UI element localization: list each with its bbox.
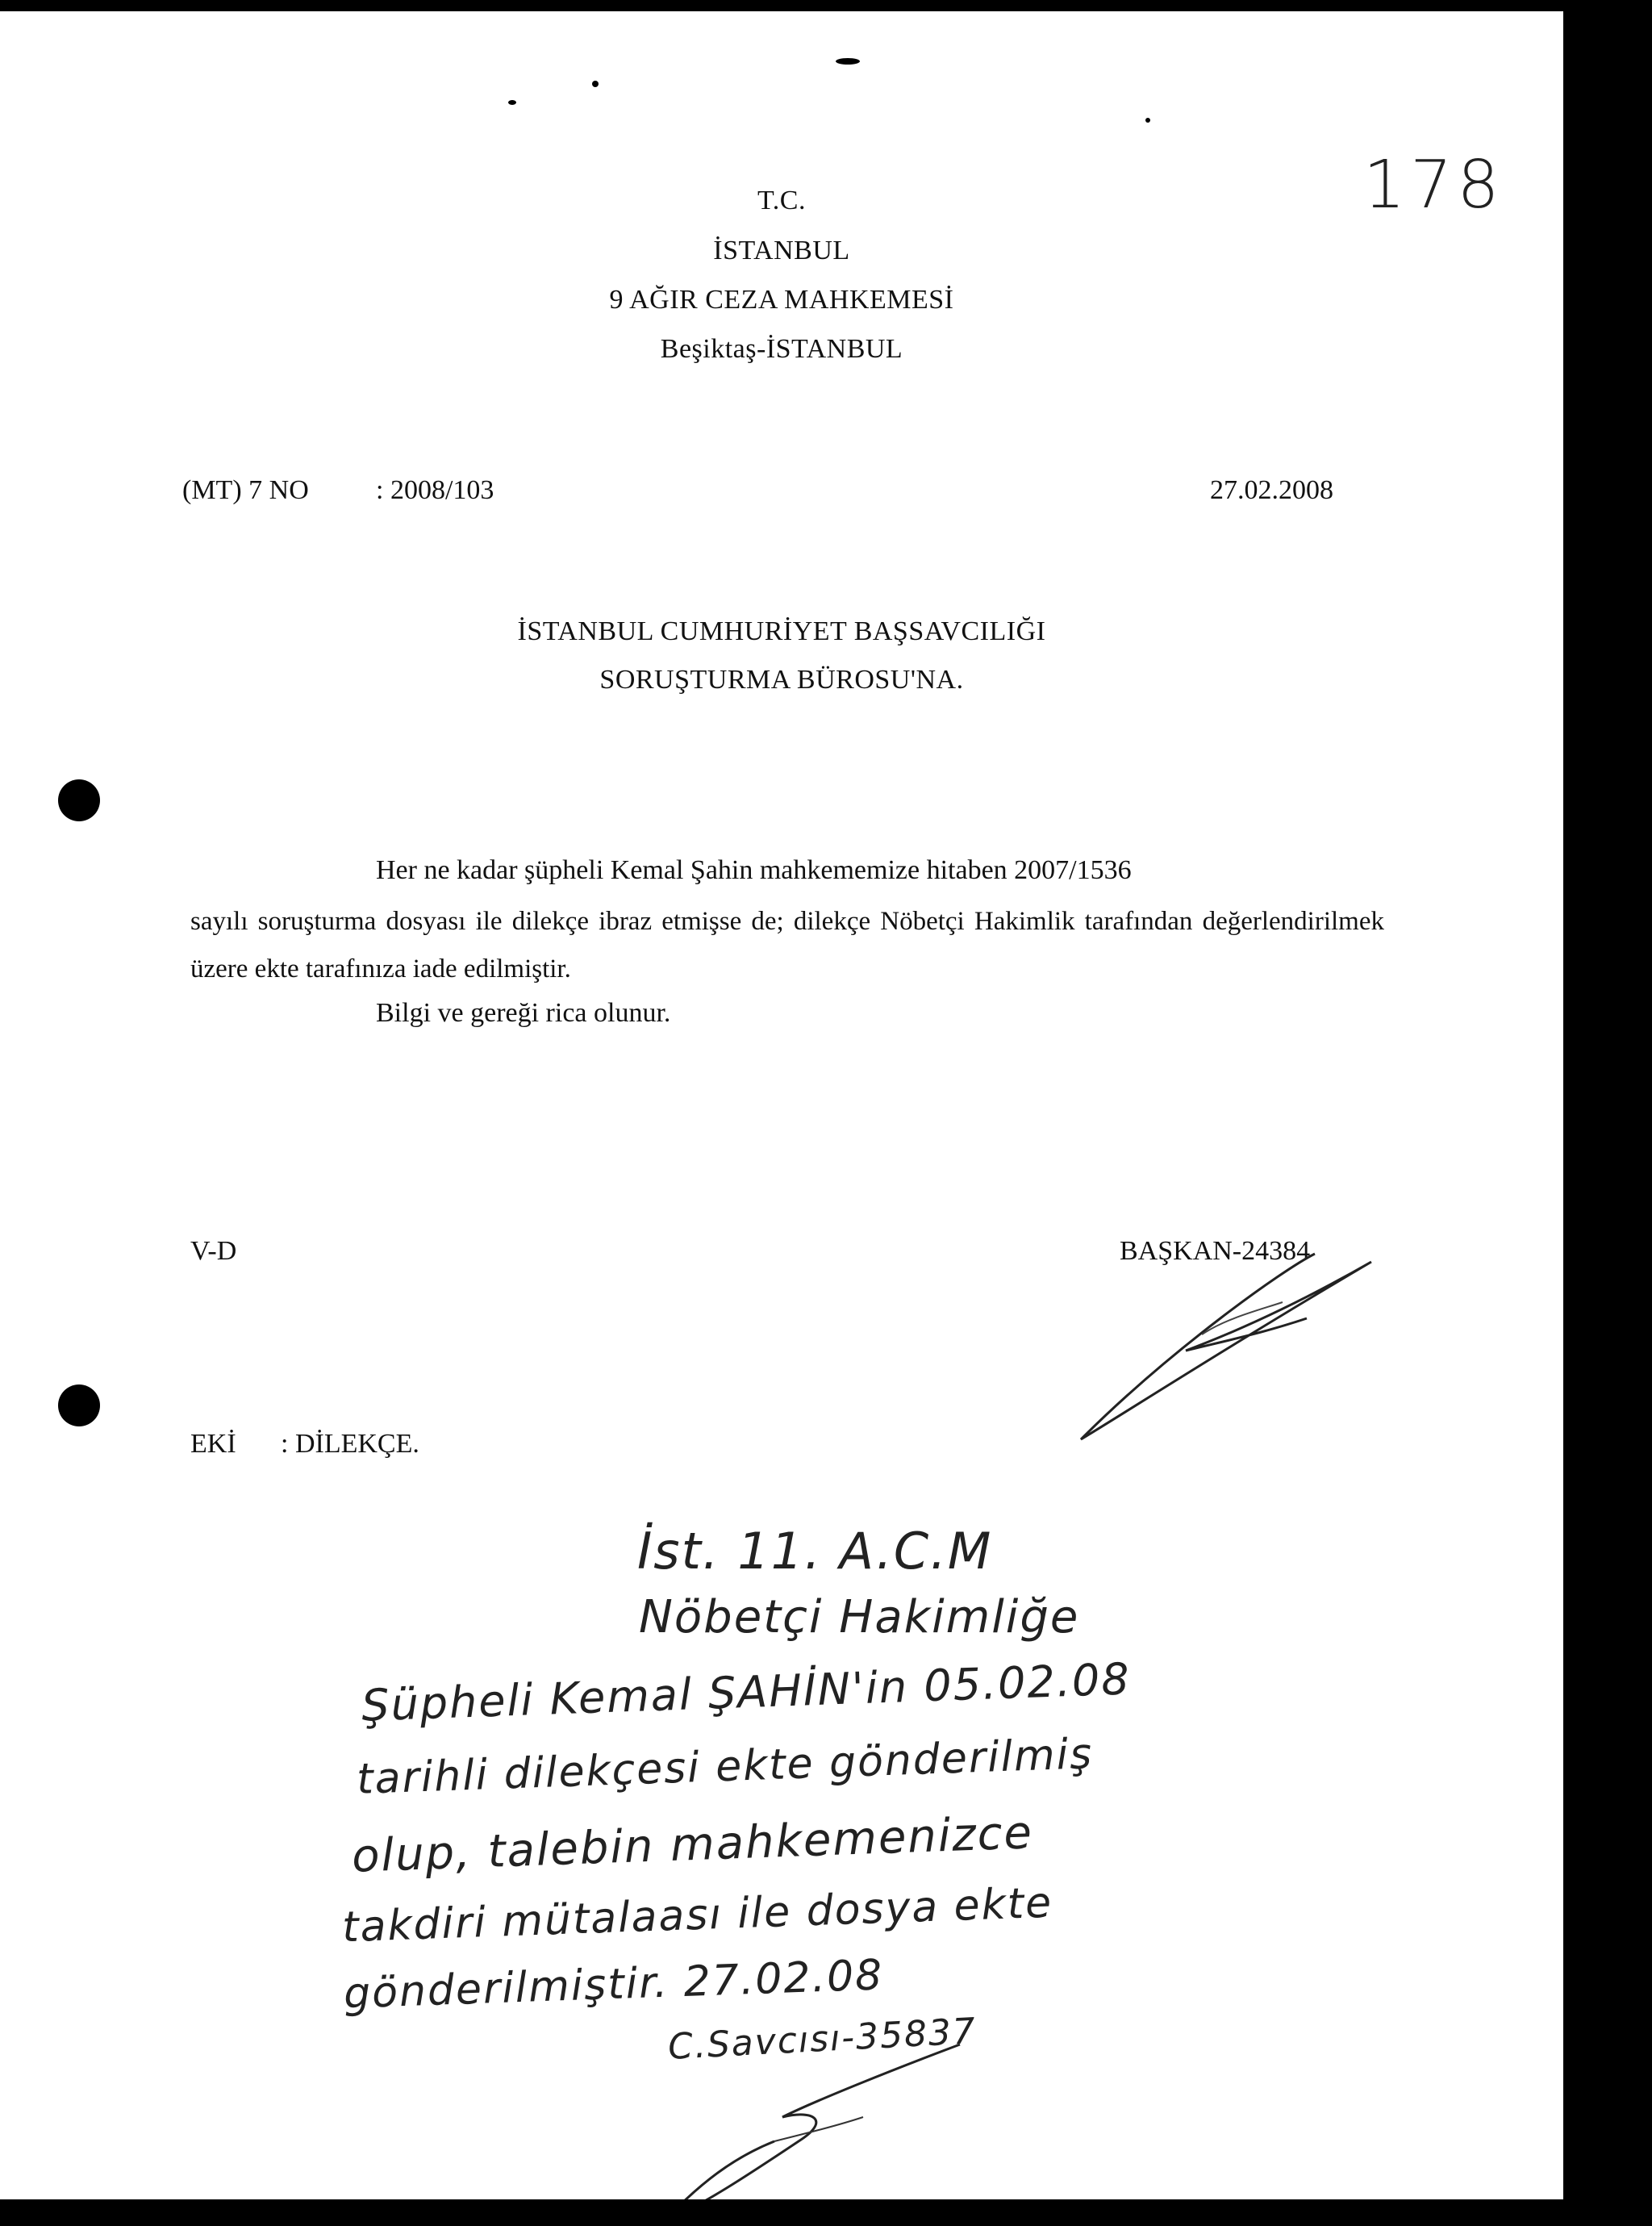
scan-speck [508,100,516,105]
scan-speck [592,81,599,87]
handwritten-line3: Şüpheli Kemal ŞAHİN'in 05.02.08 [361,1653,1132,1731]
recipient-line1: İSTANBUL CUMHURİYET BAŞSAVCILIĞI [517,616,1046,646]
page-number: 178 [1363,147,1504,223]
header-court: 9 AĞIR CEZA MAHKEMESİ [609,285,954,315]
scan-speck [1145,118,1150,123]
prosecutor-signature [653,2020,992,2199]
handwritten-line8: C.Savcısı-35837 [666,2011,978,2068]
header-district: Beşiktaş-İSTANBUL [660,334,903,364]
reference-number: : 2008/103 [376,475,494,505]
signature-title: BAŞKAN-24384 [1120,1236,1311,1266]
body-paragraph: sayılı soruşturma dosyası ile dilekçe ibraz etmişse de; dilekçe Nöbetçi Hakimlik tarafından değerlendirilmek üzere ekte tarafınıza iade edilmiştir. [190,907,1384,984]
reference-date: 27.02.2008 [1210,475,1333,505]
body-first-line: Her ne kadar şüpheli Kemal Şahin mahkememize hitaben 2007/1536 [376,855,1132,885]
punch-hole-bottom [58,1384,100,1426]
handwritten-line7: gönderilmiştir. 27.02.08 [343,1951,885,2019]
header-city: İSTANBUL [713,236,850,265]
handwritten-line1: İst. 11. A.C.M [637,1522,993,1581]
attachment-label: EKİ [190,1429,236,1459]
recipient-line2: SORUŞTURMA BÜROSU'NA. [599,665,964,695]
vd-label: V-D [190,1236,237,1266]
reference-label: (MT) 7 NO [182,475,309,505]
body-closing: Bilgi ve gereği rica olunur. [376,998,671,1028]
handwritten-line6: takdiri mütalaası ile dosya ekte [341,1878,1054,1952]
handwritten-line2: Nöbetçi Hakimliğe [639,1591,1080,1643]
handwritten-line5: olup, talebin mahkemenizce [351,1806,1034,1883]
scan-speck [836,58,860,65]
handwritten-line4: tarihli dilekçesi ekte gönderilmiş [356,1730,1095,1804]
document-page [0,11,1563,2199]
president-signature [1073,1222,1395,1455]
punch-hole-top [58,779,100,821]
header-tc: T.C. [757,186,806,215]
attachment-value: : DİLEKÇE. [281,1429,419,1459]
